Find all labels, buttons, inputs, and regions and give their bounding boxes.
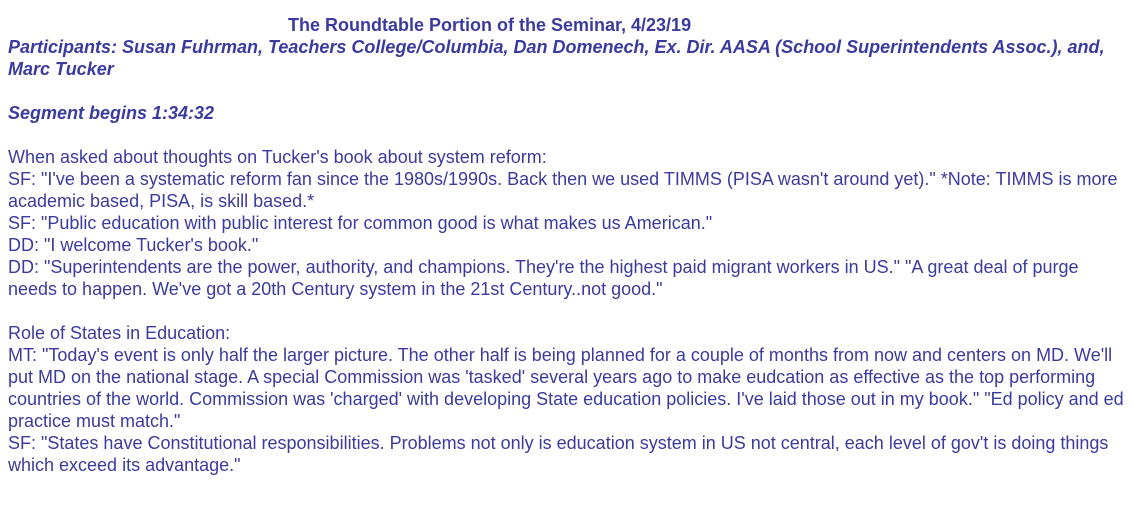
segment-timestamp: Segment begins 1:34:32 (8, 103, 215, 123)
quote-line: DD: "I welcome Tucker's book." (8, 235, 259, 255)
quote-line: MT: "Today's event is only half the larger picture. The other half is being planned for a couple of months from now and centers on MD. We'll put MD on the national stage. A special Commission was 'tasked' several years ago to make eudcation as effective as the top performing countries of the world. Commission was 'charged' with developing State education policies. I've laid those out in my book." "Ed policy and ed practice must match." (8, 345, 1124, 431)
section-heading: When asked about thoughts on Tucker's book about system reform: (8, 147, 547, 167)
participants-line: Participants: Susan Fuhrman, Teachers College/Columbia, Dan Domenech, Ex. Dir. AASA (School Superintendents Assoc.), and, Marc Tucker (8, 37, 1105, 79)
section-role-of-states (8, 322, 1126, 476)
section-heading: Role of States in Education: (8, 323, 231, 343)
quote-line: SF: "I've been a systematic reform fan since the 1980s/1990s. Back then we used TIMMS (PISA wasn't around yet)." *Note: TIMMS is more academic based, PISA, is skill based.* (8, 169, 1118, 211)
quote-line: SF: "Public education with public interest for common good is what makes us American." (8, 213, 713, 233)
section-tucker-book (8, 146, 1126, 300)
document-title: The Roundtable Portion of the Seminar, 4/23/19 (288, 15, 692, 35)
quote-line: DD: "Superintendents are the power, authority, and champions. They're the highest paid migrant workers in US." "A great deal of purge needs to happen. We've got a 20th Century system in the 21st Century..not good." (8, 257, 1079, 299)
quote-line: SF: "States have Constitutional responsibilities. Problems not only is education system in US not central, each level of gov't is doing things which exceed its advantage." (8, 433, 1109, 475)
